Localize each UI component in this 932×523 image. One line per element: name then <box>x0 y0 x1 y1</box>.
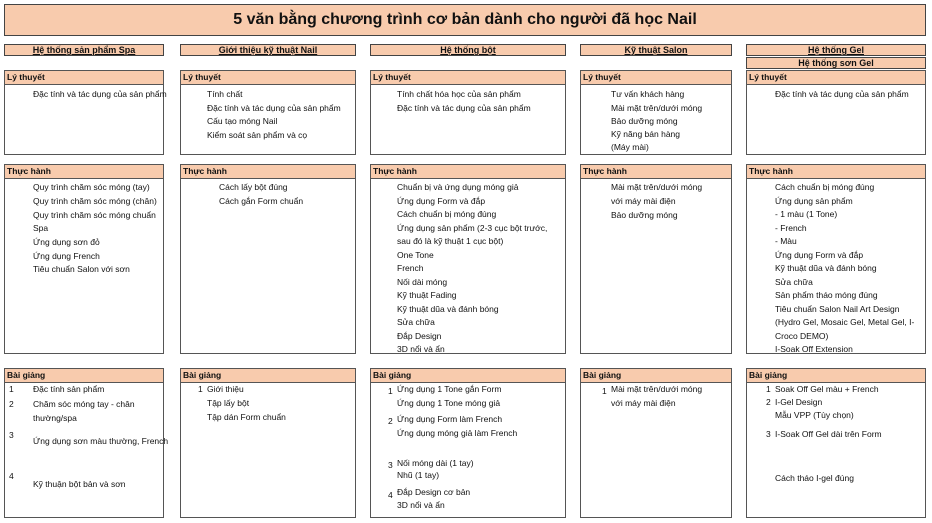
section-label: Thực hành <box>371 165 565 179</box>
list-item: Tiêu chuẩn Salon Nail Art Design <box>775 304 900 314</box>
column-salon-technique <box>580 44 732 56</box>
list-item: Quy trình chăm sóc móng (tay) <box>33 182 150 192</box>
item-number: 2 <box>9 399 14 409</box>
list-item: 3D nổi và ẩn <box>397 344 445 354</box>
column-header: Hệ thống bột <box>370 44 566 56</box>
item-number: 1 <box>388 386 393 396</box>
list-item: Bảo dưỡng móng <box>611 210 678 220</box>
page-title: 5 văn bằng chương trình cơ bản dành cho người đã học Nail <box>4 4 926 36</box>
list-item: (Hydro Gel, Mosaic Gel, Metal Gel, I- <box>775 317 915 327</box>
list-item: Đắp Design <box>397 331 442 341</box>
list-item: Tập dán Form chuẩn <box>207 412 286 422</box>
item-number: 3 <box>766 429 771 439</box>
list-item: I-Soak Off Gel dài trên Form <box>775 429 882 439</box>
list-item: Quy trình chăm sóc móng chuẩn <box>33 210 156 220</box>
list-item: thường/spa <box>33 413 77 423</box>
list-item: Sản phẩm tháo móng đúng <box>775 290 878 300</box>
list-item: Cấu tạo móng Nail <box>207 116 278 126</box>
section-label: Thực hành <box>747 165 925 179</box>
list-item: Đặc tính sản phẩm <box>33 384 105 394</box>
section-label: Thực hành <box>581 165 731 179</box>
list-item: Ứng dụng French <box>33 251 100 261</box>
lecture-box <box>580 368 732 518</box>
column-header: Hệ thống sản phẩm Spa <box>4 44 164 56</box>
list-item: - Màu <box>775 236 797 246</box>
lecture-box <box>180 368 356 518</box>
column-header: Hệ thống Gel <box>746 44 926 56</box>
list-item: Ứng dụng sản phẩm (2-3 cục bột trước, <box>397 223 548 233</box>
list-item: Nối dài móng <box>397 277 448 287</box>
practice-box <box>746 164 926 354</box>
item-number: 1 <box>198 384 203 394</box>
list-item: Kỹ thuận bột bản và sơn <box>33 479 126 489</box>
list-item: Tiêu chuẩn Salon với sơn <box>33 264 130 274</box>
column-nail-intro <box>180 44 356 56</box>
list-item: Tập lấy bột <box>207 398 250 408</box>
list-item: Ứng dụng Form và đắp <box>775 250 864 260</box>
practice-box <box>180 164 356 354</box>
section-label: Thực hành <box>5 165 163 179</box>
list-item: One Tone <box>397 250 434 260</box>
item-number: 1 <box>766 384 771 394</box>
list-item: Chuẩn bị và ứng dụng móng giả <box>397 182 519 192</box>
list-item: Cách lấy bột đúng <box>219 182 288 192</box>
list-item: Đặc tính và tác dụng của sản phẩm <box>775 89 909 99</box>
item-number: 3 <box>9 430 14 440</box>
practice-box <box>370 164 566 354</box>
list-item: Kỹ năng bán hàng <box>611 129 681 139</box>
section-label: Thực hành <box>181 165 355 179</box>
list-item: Cách gắn Form chuẩn <box>219 196 304 206</box>
list-item: Cách chuẩn bị móng đúng <box>397 209 497 219</box>
section-label: Lý thuyết <box>181 71 355 85</box>
list-item: Đặc tính và tác dụng của sản phẩm <box>207 103 341 113</box>
list-item: Ứng dụng sơn đỏ <box>33 237 100 247</box>
list-item: Sửa chữa <box>397 317 435 327</box>
list-item: French <box>397 263 424 273</box>
theory-box <box>4 70 167 155</box>
list-item: - French <box>775 223 807 233</box>
list-item: Mẫu VPP (Tùy chọn) <box>775 410 854 420</box>
list-item: - 1 màu (1 Tone) <box>775 209 838 219</box>
list-item: Kiểm soát sản phẩm và cọ <box>207 130 308 140</box>
list-item: Đặc tính và tác dụng của sản phẩm <box>33 89 167 99</box>
list-item: Ứng dụng 1 Tone gắn Form <box>397 384 502 394</box>
list-item: Mài mặt trên/dưới móng <box>611 384 703 394</box>
list-item: Kỹ thuật Fading <box>397 290 457 300</box>
item-number: 1 <box>9 384 14 394</box>
section-label: Lý thuyết <box>747 71 925 85</box>
list-item: 3D nổi và ẩn <box>397 500 445 510</box>
list-item: Quy trình chăm sóc móng (chân) <box>33 196 157 206</box>
practice-box <box>4 164 164 354</box>
section-label: Bài giảng <box>181 369 355 383</box>
list-item: sau đó là kỹ thuật 1 cục bột) <box>397 236 504 246</box>
list-item: Tư vấn khách hàng <box>611 89 685 99</box>
list-item: Ứng dụng Form làm French <box>397 414 503 424</box>
list-item: Croco DEMO) <box>775 331 829 341</box>
section-label: Lý thuyết <box>581 71 731 85</box>
column-powder-system <box>370 44 566 56</box>
section-label: Lý thuyết <box>5 71 163 85</box>
list-item: Kỹ thuật dũa và đánh bóng <box>775 263 877 273</box>
list-item: Nối móng dài (1 tay) <box>397 458 474 468</box>
section-label: Bài giảng <box>5 369 163 383</box>
list-item: Đắp Design cơ bản <box>397 487 471 497</box>
list-item: I-Soak Off Extension <box>775 344 853 354</box>
list-item: Tính chất <box>207 89 243 99</box>
list-item: Ứng dụng Form và đắp <box>397 196 486 206</box>
item-number: 1 <box>602 386 607 396</box>
list-item: Ứng dụng móng giả làm French <box>397 428 518 438</box>
list-item: Mài mặt trên/dưới móng <box>611 103 703 113</box>
section-label: Bài giảng <box>371 369 565 383</box>
list-item: Nhũ (1 tay) <box>397 470 440 480</box>
column-header: Giới thiệu kỹ thuật Nail <box>180 44 356 56</box>
list-item: Ứng dụng sản phẩm <box>775 196 853 206</box>
list-item: Cách chuẩn bị móng đúng <box>775 182 875 192</box>
item-number: 2 <box>766 397 771 407</box>
list-item: Sửa chữa <box>775 277 813 287</box>
theory-box <box>746 70 926 155</box>
section-label: Bài giảng <box>747 369 925 383</box>
list-item: Bảo dưỡng móng <box>611 116 678 126</box>
list-item: Giới thiệu <box>207 384 244 394</box>
column-header: Kỹ thuật Salon <box>580 44 732 56</box>
theory-box <box>180 70 356 155</box>
item-number: 4 <box>9 471 14 481</box>
list-item: với máy mài điện <box>611 398 676 408</box>
list-item: Chăm sóc móng tay - chân <box>33 399 135 409</box>
column-gel-system <box>746 44 926 56</box>
list-item: I-Gel Design <box>775 397 823 407</box>
theory-box <box>370 70 566 155</box>
list-item: với máy mài điện <box>611 196 676 206</box>
list-item: Ứng dụng 1 Tone móng giả <box>397 398 501 408</box>
lecture-box <box>746 368 926 518</box>
list-item: Đặc tính và tác dụng của sản phẩm <box>397 103 531 113</box>
section-label: Lý thuyết <box>371 71 565 85</box>
list-item: Mài mặt trên/dưới móng <box>611 182 703 192</box>
practice-box <box>580 164 732 354</box>
list-item: Ứng dụng sơn màu thường, French <box>33 436 169 446</box>
list-item: Soak Off Gel màu + French <box>775 384 879 394</box>
lecture-box <box>370 368 566 518</box>
section-label: Bài giảng <box>581 369 731 383</box>
theory-box <box>580 70 732 155</box>
list-item: Tính chất hóa học của sản phẩm <box>397 89 521 99</box>
lecture-box <box>4 368 169 518</box>
column-spa-products <box>4 44 164 56</box>
list-item: (Máy mài) <box>611 142 649 152</box>
list-item: Cách tháo I-gel đúng <box>775 473 854 483</box>
list-item: Kỹ thuật dũa và đánh bóng <box>397 304 499 314</box>
list-item: Spa <box>33 223 49 233</box>
item-number: 3 <box>388 460 393 470</box>
item-number: 4 <box>388 490 393 500</box>
item-number: 2 <box>388 416 393 426</box>
column-subheader: Hệ thống sơn Gel <box>746 57 926 69</box>
